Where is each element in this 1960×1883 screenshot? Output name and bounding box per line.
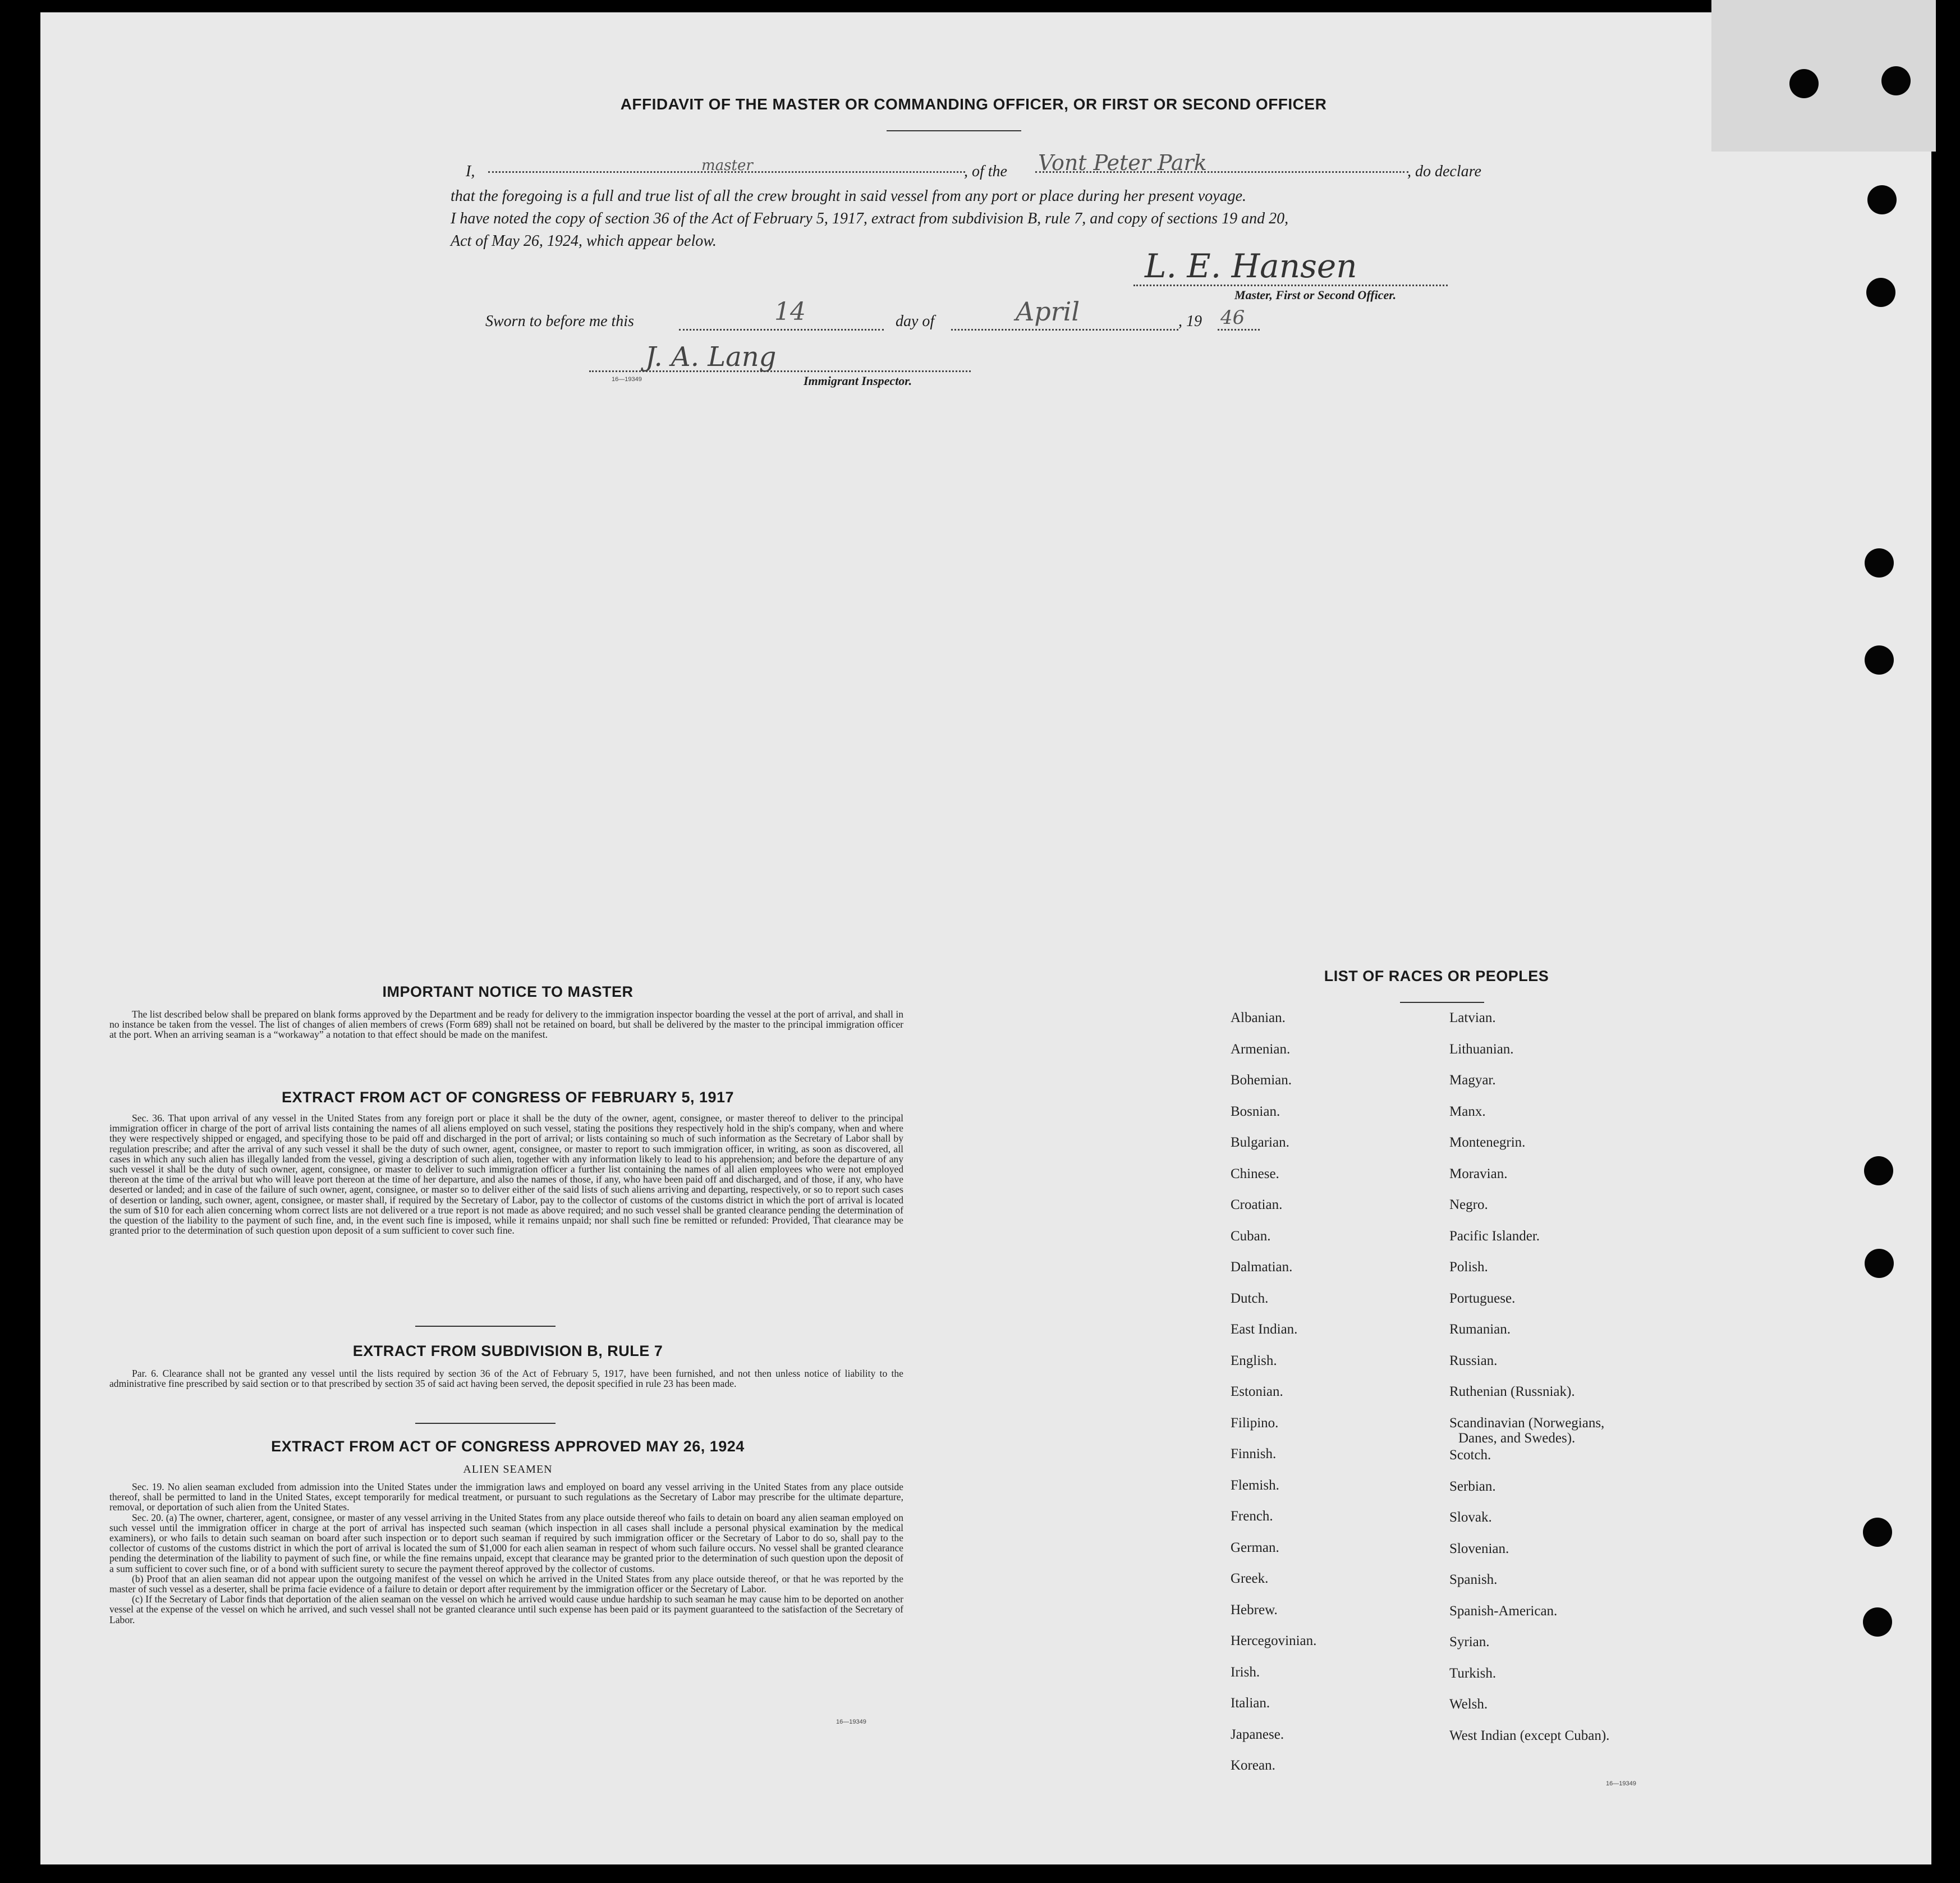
section-20a-paragraph: Sec. 20. (a) The owner, charterer, agent, consignee, or master of any vessel arriving in the United States from any place outside thereof who fails to detain on board any alien seaman employed on such vessel until the immigration officer in charge at the port of arrival has inspected such seaman (which inspection in all cases shall include a personal physical examination by the medical examiners), or who fails to detain such seaman on board after such inspection or to deport such seaman if required by such immigration officer or the Secretary of Labor to do so, shall pay to the collector of customs of the customs district in which the port of arrival is located the sum of $1,000 for each alien seaman in respect of whom such failure occurs. No vessel shall be granted clearance pending the determination of the liability to payment of such fine, or while the fine remains unpaid, except that clearance may be granted prior to the determination of such question upon the deposit of a sum sufficient to cover such fine, or of a bond with sufficient surety to secure the payment thereof approved by the collector of customs. — [109, 1511, 903, 1574]
divider-2 — [415, 1423, 556, 1424]
alien-seamen-subtitle: ALIEN SEAMEN — [463, 1463, 553, 1476]
affidavit-line1-of-the: , of the — [964, 163, 1007, 180]
sworn-day-field[interactable]: 14 — [774, 297, 806, 326]
race-item: Negro. — [1449, 1197, 1488, 1212]
race-item: Greek. — [1231, 1571, 1269, 1586]
race-item: Finnish. — [1231, 1446, 1277, 1461]
sworn-day-of: day of — [896, 313, 935, 330]
race-item: Armenian. — [1231, 1041, 1291, 1057]
divider-1 — [415, 1326, 556, 1327]
extract-1924-text — [109, 1482, 903, 1625]
sworn-month-line — [951, 329, 1178, 331]
master-name-field[interactable]: master — [701, 157, 753, 174]
race-item: Pacific Islander. — [1449, 1228, 1540, 1244]
inspector-signature-line — [589, 370, 971, 372]
race-item: Scotch. — [1449, 1447, 1491, 1463]
race-item: Scandinavian (Norwegians, — [1449, 1415, 1605, 1431]
affidavit-line1-prefix: I, — [466, 163, 475, 180]
extract-1924-title: EXTRACT FROM ACT OF CONGRESS APPROVED MAY 26, 1924 — [271, 1438, 745, 1455]
race-item: English. — [1231, 1353, 1277, 1368]
race-item: Serbian. — [1449, 1478, 1496, 1494]
race-item: Bulgarian. — [1231, 1135, 1289, 1150]
title-divider — [887, 130, 1021, 131]
race-item: Polish. — [1449, 1259, 1488, 1275]
rule7-paragraph: Par. 6. Clearance shall not be granted any vessel until the lists required by section 36 of the Act of February 5, 1917, have been furnished, and not then unless notice of liability to the administrative fine prescribed by said section or to that prescribed by section 35 of said act having been served, the deposit specified in rule 23 has been made. — [109, 1368, 903, 1390]
race-item: Spanish-American. — [1449, 1603, 1558, 1619]
race-item: Estonian. — [1231, 1384, 1283, 1399]
affidavit-line2: that the foregoing is a full and true list of all the crew brought in said vessel from any port or place during her present voyage. — [451, 187, 1247, 205]
race-item: Hebrew. — [1231, 1602, 1278, 1618]
race-item: Croatian. — [1231, 1197, 1283, 1212]
form-number-top: 16—19349 — [612, 376, 642, 383]
sworn-year-prefix: , 19 — [1178, 313, 1202, 330]
notice-paragraph: The list described below shall be prepared on blank forms approved by the Department and be ready for delivery to the immigration inspector boarding the vessel at the port of arrival, and shall in no instance be taken from the vessel. The list of changes of alien members of crews (Form 689) shall not be retained on board, but shall be delivered by the master to the principal immigration officer at the port. When an arriving seaman is a “workaway” a notation to that effect should be made on the manifest. — [109, 1009, 903, 1041]
section-36-paragraph: Sec. 36. That upon arrival of any vessel in the United States from any foreign port or place it shall be the duty of the owner, agent, consignee, or master thereof to deliver to the principal immigration officer in charge of the port of arrival lists containing the names of all aliens employed on such vessel, stating the positions they respectively hold in the ship's company, when and where they were respectively shipped or engaged, and specifying those to be paid off and discharged in the port of arrival; or lists containing so much of such information as the Secretary of Labor shall by regulation prescribe; and after the arrival of any such vessel it shall be the duty of such owner, agent, consignee, or master to report to such immigration officer, in writing, as soon as discovered, all cases in which any such alien has illegally landed from the vessel, giving a description of such alien, together with any information likely to lead to his apprehension; and before the departure of any such vessel it shall be the duty of such owner, agent, consignee, or master to deliver to such immigration officer a further list containing the names of all alien employees who were not employed thereon at the time of the arrival but who will leave port thereon at the time of her departure, and also the names of those, if any, who have been paid off and discharged, and of those, if any, who have deserted or landed; and in case of the failure of such owner, agent, consignee, or master so to deliver either of the said lists of such aliens arriving and departing, respectively, or so to report such cases of desertion or landing, such owner, agent, consignee, or master shall, if required by the Secretary of Labor, pay to the collector of customs of the customs district in which the port of arrival is located the sum of $10 for each alien concerning whom correct lists are not delivered or a true report is not made as above required; and no such vessel shall be granted clearance pending the determination of the question of the liability to the payment of such fine, and, in the event such fine is imposed, while it remains unpaid; nor shall such fine be remitted or refunded: Provided, That clearance may be granted prior to the determination of such question upon deposit of a sum sufficient to cover such fine. — [109, 1112, 903, 1236]
race-item: Korean. — [1231, 1758, 1275, 1773]
extract-1917-title: EXTRACT FROM ACT OF CONGRESS OF FEBRUARY 5, 1917 — [281, 1089, 735, 1106]
race-item: Irish. — [1231, 1664, 1260, 1680]
inspector-caption: Immigrant Inspector. — [804, 374, 912, 388]
rule7-text — [109, 1368, 903, 1389]
race-item: Cuban. — [1231, 1228, 1271, 1244]
notice-text — [109, 1009, 903, 1040]
race-item: Magyar. — [1449, 1073, 1496, 1088]
paper-tab-corner — [1711, 0, 1936, 152]
inspector-signature: J. A. Lang — [645, 341, 777, 373]
extract-1917-text — [109, 1113, 903, 1235]
race-item: Bohemian. — [1231, 1073, 1292, 1088]
race-item: Syrian. — [1449, 1634, 1490, 1650]
race-item: Welsh. — [1449, 1697, 1488, 1712]
form-number-bottom-right: 16—19349 — [1606, 1780, 1636, 1787]
affidavit-title: AFFIDAVIT OF THE MASTER OR COMMANDING OFFICER, OR FIRST OR SECOND OFFICER — [620, 95, 1327, 113]
race-item: West Indian (except Cuban). — [1449, 1728, 1610, 1743]
race-item: Italian. — [1231, 1696, 1270, 1711]
sworn-prefix: Sworn to before me this — [485, 313, 634, 330]
race-item: Portuguese. — [1449, 1290, 1516, 1306]
race-item: Russian. — [1449, 1353, 1498, 1368]
race-item: Danes, and Swedes). — [1458, 1430, 1576, 1446]
race-item: East Indian. — [1231, 1322, 1298, 1337]
race-item: Spanish. — [1449, 1572, 1498, 1587]
section-20c-paragraph: (c) If the Secretary of Labor finds that deportation of the alien seaman on the vessel on which he arrived would cause undue hardship to such seaman he may cause him to be deported on another vessel at the expense of the vessel on which he arrived, and such vessel shall not be granted clearance until such expense has been paid or its payment guaranteed to the satisfaction of the Secretary of Labor. — [109, 1593, 903, 1625]
race-item: Filipino. — [1231, 1415, 1279, 1431]
races-title: LIST OF RACES OR PEOPLES — [1324, 968, 1549, 984]
master-caption: Master, First or Second Officer. — [1234, 288, 1397, 302]
race-item: Dutch. — [1231, 1290, 1269, 1306]
race-item: French. — [1231, 1509, 1273, 1524]
race-item: Latvian. — [1449, 1010, 1496, 1025]
race-item: Chinese. — [1231, 1166, 1279, 1181]
race-item: Bosnian. — [1231, 1103, 1280, 1119]
races-divider — [1400, 1002, 1484, 1003]
sworn-day-line — [679, 329, 884, 331]
affidavit-line4: Act of May 26, 1924, which appear below. — [451, 232, 717, 250]
race-item: Turkish. — [1449, 1665, 1497, 1681]
race-item: Ruthenian (Russniak). — [1449, 1384, 1575, 1399]
affidavit-line3: I have noted the copy of section 36 of the Act of February 5, 1917, extract from subdivision B, rule 7, and copy of sections 19 and 20, — [451, 210, 1289, 227]
section-19-paragraph: Sec. 19. No alien seaman excluded from admission into the United States under the immigration laws and employed on board any vessel arriving in the United States from any place outside thereof, shall be permitted to land in the United States, except temporarily for medical treatment, or pursuant to such regulations as the Secretary of Labor may prescribe for the ultimate departure, removal, or deportation of such alien from the United States. — [109, 1481, 903, 1513]
race-item: German. — [1231, 1540, 1279, 1555]
master-signature-line — [1133, 285, 1448, 286]
notice-title: IMPORTANT NOTICE TO MASTER — [382, 983, 634, 1000]
race-item: Moravian. — [1449, 1166, 1508, 1181]
race-item: Slovak. — [1449, 1510, 1492, 1525]
form-number-bottom-left: 16—19349 — [836, 1719, 866, 1725]
sworn-year-line — [1218, 329, 1260, 331]
race-item: Slovenian. — [1449, 1541, 1509, 1556]
rule7-title: EXTRACT FROM SUBDIVISION B, RULE 7 — [352, 1343, 663, 1359]
race-item: Albanian. — [1231, 1010, 1286, 1025]
sworn-year-field[interactable]: 46 — [1220, 306, 1245, 329]
race-item: Lithuanian. — [1449, 1041, 1514, 1057]
section-20b-paragraph: (b) Proof that an alien seaman did not appear upon the outgoing manifest of the vessel on which he arrived in the United States from any place outside thereof, or that he was reported by the master of such vessel as a deserter, shall be prima facie evidence of a failure to detain or deport after requirement by the immigration officer or the Secretary of Labor. — [109, 1573, 903, 1595]
race-item: Hercegovinian. — [1231, 1633, 1317, 1648]
race-item: Manx. — [1449, 1103, 1486, 1119]
race-item: Japanese. — [1231, 1726, 1284, 1742]
race-item: Dalmatian. — [1231, 1259, 1293, 1275]
race-item: Flemish. — [1231, 1477, 1279, 1493]
affidavit-line1-suffix: , do declare — [1407, 163, 1481, 180]
race-item: Rumanian. — [1449, 1322, 1511, 1337]
master-signature: L. E. Hansen — [1145, 247, 1357, 285]
sworn-month-field[interactable]: April — [1016, 296, 1080, 327]
race-item: Montenegrin. — [1449, 1135, 1526, 1150]
vessel-name-field[interactable]: Vont Peter Park — [1038, 150, 1207, 175]
